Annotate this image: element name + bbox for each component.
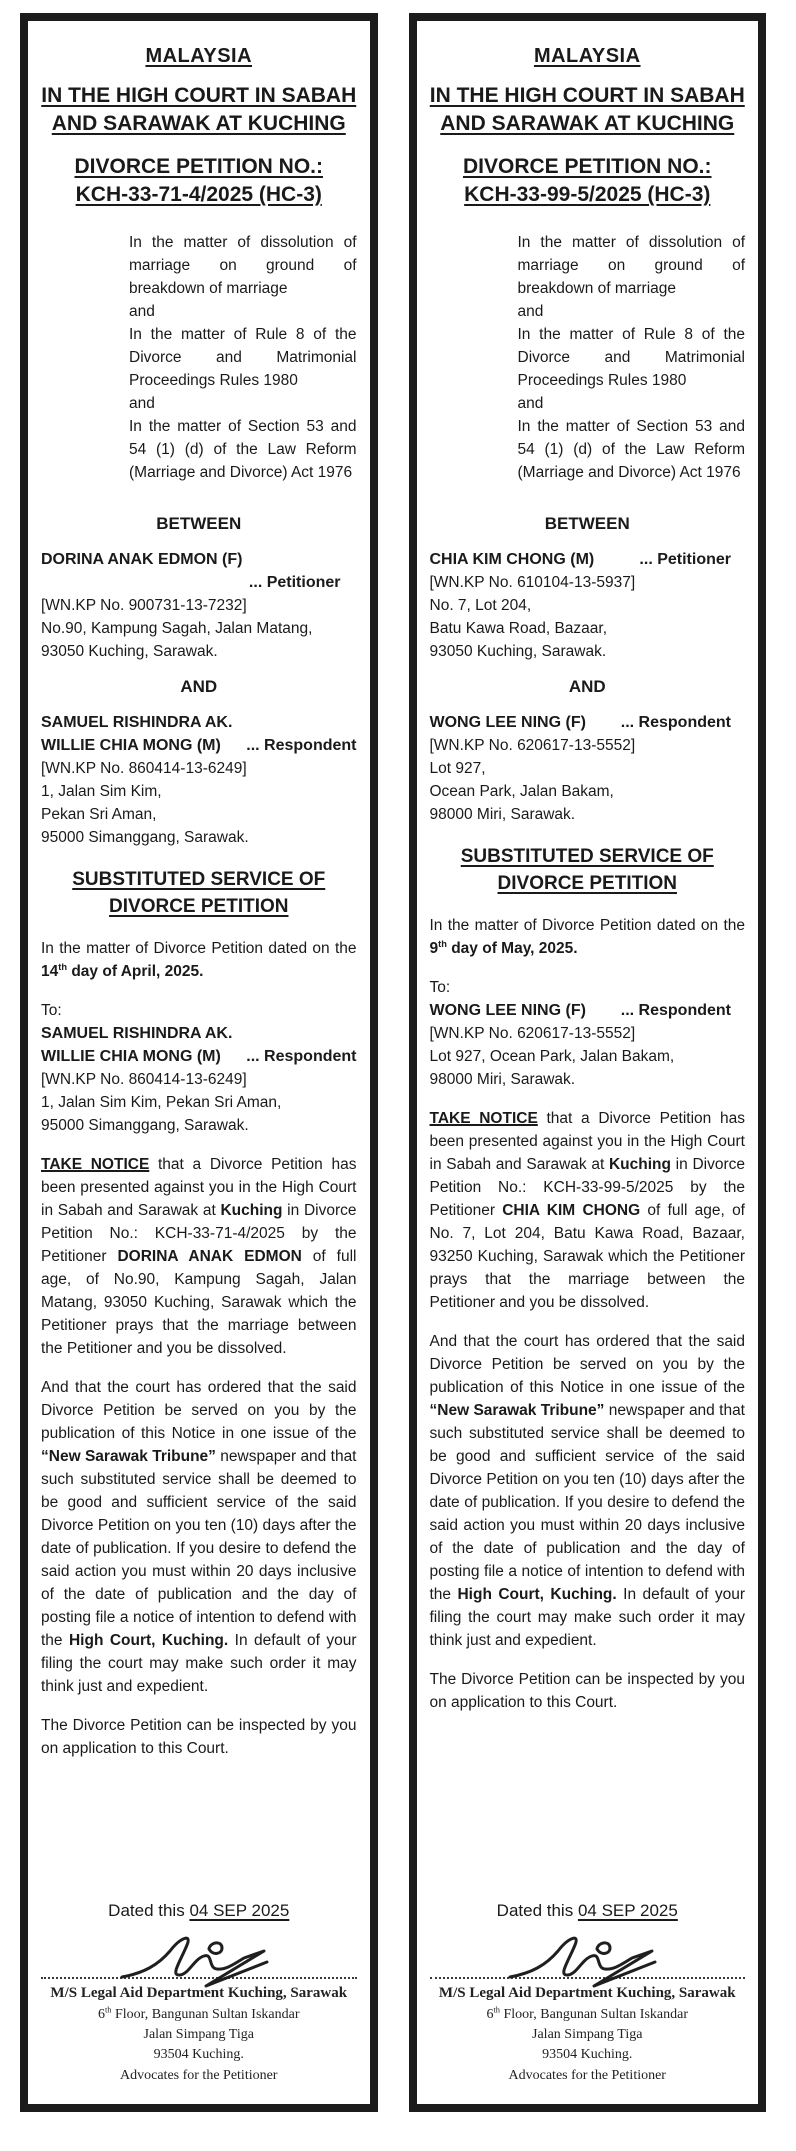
dated-prefix: Dated this	[496, 1901, 578, 1921]
service-text: In default of your filing the court may make such order it may think just and expedient.	[429, 1585, 745, 1649]
section-title: SUBSTITUTED SERVICE OF DIVORCE PETITION	[460, 846, 714, 894]
petition-date-paragraph	[41, 937, 357, 983]
respondent-role: ... Respondent	[246, 737, 357, 755]
court-heading: IN THE HIGH COURT IN SABAH AND SARAWAK AT KUCHING	[41, 84, 357, 136]
service-text: And that the court has ordered that the said Divorce Petition be served on you by the publication of this Notice in one issue of the	[41, 1378, 357, 1442]
to-block	[430, 976, 746, 1091]
petition-number-heading	[430, 153, 746, 210]
to-name-line1: SAMUEL RISHINDRA AK.	[41, 1024, 233, 1042]
recital-line: In the matter of Rule 8 of the Divorce and Matrimonial Proceedings Rules 1980	[517, 326, 745, 390]
court-heading: IN THE HIGH COURT IN SABAH AND SARAWAK AT KUCHING	[429, 84, 745, 136]
firm-address-line: Jalan Simpang Tiga	[143, 2027, 254, 2043]
between-label: BETWEEN	[544, 514, 630, 534]
firm-floor-sup: th	[104, 2005, 112, 2015]
matter-recitals	[518, 231, 746, 484]
notice-left	[20, 13, 378, 2112]
to-label: To:	[429, 978, 451, 996]
signature-block	[430, 1879, 746, 2086]
take-notice-petitioner: DORINA ANAK EDMON	[117, 1247, 302, 1265]
respondent-address-line: 1, Jalan Sim Kim,	[41, 783, 162, 801]
service-text: And that the court has ordered that the said Divorce Petition be served on you by the publication of this Notice in one issue of the	[429, 1332, 745, 1396]
respondent-name: WONG LEE NING (F)	[429, 714, 586, 732]
petition-date-rest: day of May, 2025.	[446, 939, 578, 957]
take-notice-text: in Divorce Petition No.: KCH-33-71-4/2025 by the Petitioner	[41, 1201, 357, 1265]
petitioner-name: CHIA KIM CHONG (M)	[429, 551, 595, 569]
firm-block	[41, 1983, 357, 2086]
firm-floor-rest: Floor, Bangunan Sultan Iskandar	[111, 2006, 300, 2022]
to-label: To:	[41, 1001, 62, 1019]
petitioner-address-line: [WN.KP No. 610104-13-5937]	[429, 574, 636, 592]
petition-number-value: KCH-33-71-4/2025 (HC-3)	[75, 183, 322, 207]
to-address-line: 1, Jalan Sim Kim, Pekan Sri Aman,	[41, 1093, 282, 1111]
respondent-name-line1: SAMUEL RISHINDRA AK.	[41, 714, 233, 732]
advocates-line: Advocates for the Petitioner	[120, 2067, 278, 2083]
inspection-paragraph: The Divorce Petition can be inspected by you on application to this Court.	[429, 1670, 745, 1711]
signature-block	[41, 1879, 357, 2086]
petitioner-name: DORINA ANAK EDMON (F)	[41, 551, 243, 569]
recital-line: In the matter of Section 53 and 54 (1) (d) of the Law Reform (Marriage and Divorce) Act 1976	[129, 418, 357, 482]
petition-number-heading	[41, 153, 357, 210]
petition-date-day: 14	[41, 962, 59, 980]
firm-address-line: 93504 Kuching.	[542, 2047, 633, 2063]
firm-address-line: Jalan Simpang Tiga	[532, 2027, 643, 2043]
respondent-address-line: Pekan Sri Aman,	[41, 806, 157, 824]
firm-floor-rest: Floor, Bangunan Sultan Iskandar	[499, 2006, 689, 2022]
firm-address-line	[41, 2005, 357, 2025]
dated-line	[41, 1901, 357, 1921]
respondent-name-line2: WILLIE CHIA MONG (M)	[41, 737, 221, 755]
respondent-address-line: [WN.KP No. 860414-13-6249]	[41, 760, 247, 778]
petitioner-role: ... Petitioner	[248, 574, 341, 592]
take-notice-lead: TAKE NOTICE	[41, 1155, 150, 1173]
take-notice-city: Kuching	[608, 1155, 671, 1173]
service-paragraph	[41, 1376, 357, 1698]
to-name-row	[430, 999, 746, 1022]
firm-address-line: 93504 Kuching.	[153, 2047, 244, 2063]
petitioner-block	[41, 548, 357, 663]
to-address-line: 95000 Simanggang, Sarawak.	[41, 1116, 249, 1134]
to-block	[41, 999, 357, 1137]
recital-line: In the matter of Section 53 and 54 (1) (d) of the Law Reform (Marriage and Divorce) Act 1976	[517, 418, 745, 482]
inspection-paragraph: The Divorce Petition can be inspected by you on application to this Court.	[41, 1716, 357, 1757]
advocates-line: Advocates for the Petitioner	[508, 2067, 666, 2083]
respondent-block	[41, 711, 357, 849]
petition-date-day: 9	[429, 939, 439, 957]
petitioner-address-line: 93050 Kuching, Sarawak.	[41, 643, 218, 661]
petition-date-ordinal: th	[438, 938, 447, 949]
signature-rule	[430, 1977, 746, 1979]
signature-rule	[41, 1977, 357, 1979]
petition-number-label: DIVORCE PETITION NO.:	[74, 154, 323, 178]
to-name-row	[41, 1045, 357, 1068]
recital-line: and	[129, 395, 155, 413]
respondent-address-line: 98000 Miri, Sarawak.	[429, 806, 576, 824]
petitioner-address-line: No.90, Kampung Sagah, Jalan Matang,	[41, 620, 313, 638]
firm-floor-sup: th	[493, 2005, 500, 2015]
respondent-name-row	[430, 711, 746, 734]
and-label: AND	[180, 677, 218, 697]
dated-date: 04 SEP 2025	[577, 1901, 678, 1921]
take-notice-text: that a Divorce Petition has been presented against you in the High Court in Sabah and Sarawak at	[429, 1109, 745, 1173]
firm-block	[430, 1983, 746, 2086]
to-address-line: [WN.KP No. 620617-13-5552]	[429, 1024, 636, 1042]
petitioner-address-line: [WN.KP No. 900731-13-7232]	[41, 597, 247, 615]
service-newspaper: “New Sarawak Tribune”	[41, 1447, 216, 1465]
and-label: AND	[568, 677, 606, 697]
respondent-role: ... Respondent	[620, 714, 731, 732]
petitioner-address-line: No. 7, Lot 204,	[429, 597, 532, 615]
dated-line	[430, 1901, 746, 1921]
petitioner-address-line: 93050 Kuching, Sarawak.	[429, 643, 607, 661]
petition-date-ordinal: th	[58, 961, 68, 972]
take-notice-city: Kuching	[220, 1201, 283, 1219]
respondent-address-line: Ocean Park, Jalan Bakam,	[429, 783, 614, 801]
to-name: WONG LEE NING (F)	[429, 1001, 586, 1019]
to-role: ... Respondent	[620, 1001, 731, 1019]
take-notice-text: that a Divorce Petition has been presented against you in the High Court in Sabah and Sarawak at	[41, 1155, 357, 1219]
firm-address-line	[430, 2005, 746, 2025]
to-address-line: 98000 Miri, Sarawak.	[429, 1070, 576, 1088]
respondent-address-line: [WN.KP No. 620617-13-5552]	[429, 737, 636, 755]
respondent-name-row	[41, 734, 357, 757]
take-notice-paragraph	[41, 1153, 357, 1360]
petition-date-rest: day of April, 2025.	[67, 962, 204, 980]
petitioner-name-row	[430, 548, 746, 571]
respondent-address-line: Lot 927,	[429, 760, 486, 778]
firm-floor-num: 6	[486, 2006, 494, 2022]
petition-number-value: KCH-33-99-5/2025 (HC-3)	[464, 183, 711, 207]
section-title: SUBSTITUTED SERVICE OF DIVORCE PETITION	[72, 869, 326, 917]
between-label: BETWEEN	[156, 514, 242, 534]
service-newspaper: “New Sarawak Tribune”	[429, 1401, 605, 1419]
firm-name: M/S Legal Aid Department Kuching, Sarawak	[438, 1985, 736, 2002]
service-text: newspaper and that such substituted service shall be deemed to be good and sufficient service of the said Divorce Petition on you ten (10) days after the date of publication. If you desire to defend the said action you must within 20 days inclusive of the date of publication and the day of posting file a notice of intention to defend with the	[41, 1447, 357, 1649]
recital-line: In the matter of dissolution of marriage on ground of breakdown of marriage	[129, 234, 357, 298]
take-notice-lead: TAKE NOTICE	[429, 1109, 538, 1127]
firm-name: M/S Legal Aid Department Kuching, Sarawak	[50, 1985, 348, 2002]
to-role: ... Respondent	[246, 1047, 357, 1065]
to-address-line: Lot 927, Ocean Park, Jalan Bakam,	[429, 1047, 675, 1065]
petition-date-paragraph	[430, 914, 746, 960]
matter-recitals	[129, 231, 357, 484]
to-address-line: [WN.KP No. 860414-13-6249]	[41, 1070, 247, 1088]
respondent-address-line: 95000 Simanggang, Sarawak.	[41, 829, 249, 847]
petitioner-role: ... Petitioner	[639, 551, 731, 569]
service-text: In default of your filing the court may make such order it may think just and expedient.	[41, 1631, 357, 1695]
to-name-line2: WILLIE CHIA MONG (M)	[41, 1047, 221, 1065]
take-notice-petitioner: CHIA KIM CHONG	[502, 1201, 641, 1219]
petitioner-address-line: Batu Kawa Road, Bazaar,	[429, 620, 608, 638]
take-notice-text: in Divorce Petition No.: KCH-33-99-5/2025 by the Petitioner	[429, 1155, 745, 1219]
take-notice-paragraph	[430, 1107, 746, 1314]
dated-prefix: Dated this	[108, 1901, 190, 1921]
recital-line: In the matter of Rule 8 of the Divorce and Matrimonial Proceedings Rules 1980	[129, 326, 357, 390]
respondent-block	[430, 711, 746, 826]
take-notice-text: of full age, of No. 7, Lot 204, Batu Kawa Road, Bazaar, 93250 Kuching, Sarawak which the Petitioner prays that the marriage between the Petitioner and you be dissolved.	[429, 1201, 745, 1311]
country-heading: MALAYSIA	[533, 45, 641, 67]
petitioner-block	[430, 548, 746, 663]
take-notice-text: of full age, of No.90, Kampung Sagah, Jalan Matang, 93050 Kuching, Sarawak which the Petitioner prays that the marriage between the Petitioner and you be dissolved.	[41, 1247, 357, 1357]
service-text: newspaper and that such substituted service shall be deemed to be good and sufficient service of the said Divorce Petition on you ten (10) days after the date of publication. If you desire to defend the said action you must within 20 days inclusive of the date of publication and the day of posting file a notice of intention to defend with the	[429, 1401, 745, 1603]
country-heading: MALAYSIA	[145, 45, 253, 67]
recital-line: and	[129, 303, 155, 321]
service-court: High Court, Kuching.	[457, 1585, 617, 1603]
service-court: High Court, Kuching.	[68, 1631, 229, 1649]
dated-date: 04 SEP 2025	[189, 1901, 290, 1921]
notice-right	[409, 13, 767, 2112]
recital-line: and	[517, 303, 544, 321]
petition-date-prefix: In the matter of Divorce Petition dated on the	[429, 916, 745, 934]
recital-line: and	[517, 395, 544, 413]
firm-floor-num: 6	[97, 2006, 105, 2022]
recital-line: In the matter of dissolution of marriage on ground of breakdown of marriage	[517, 234, 745, 298]
petition-date-prefix: In the matter of Divorce Petition dated on the	[41, 939, 357, 957]
petition-number-label: DIVORCE PETITION NO.:	[462, 154, 712, 178]
service-paragraph	[430, 1330, 746, 1652]
